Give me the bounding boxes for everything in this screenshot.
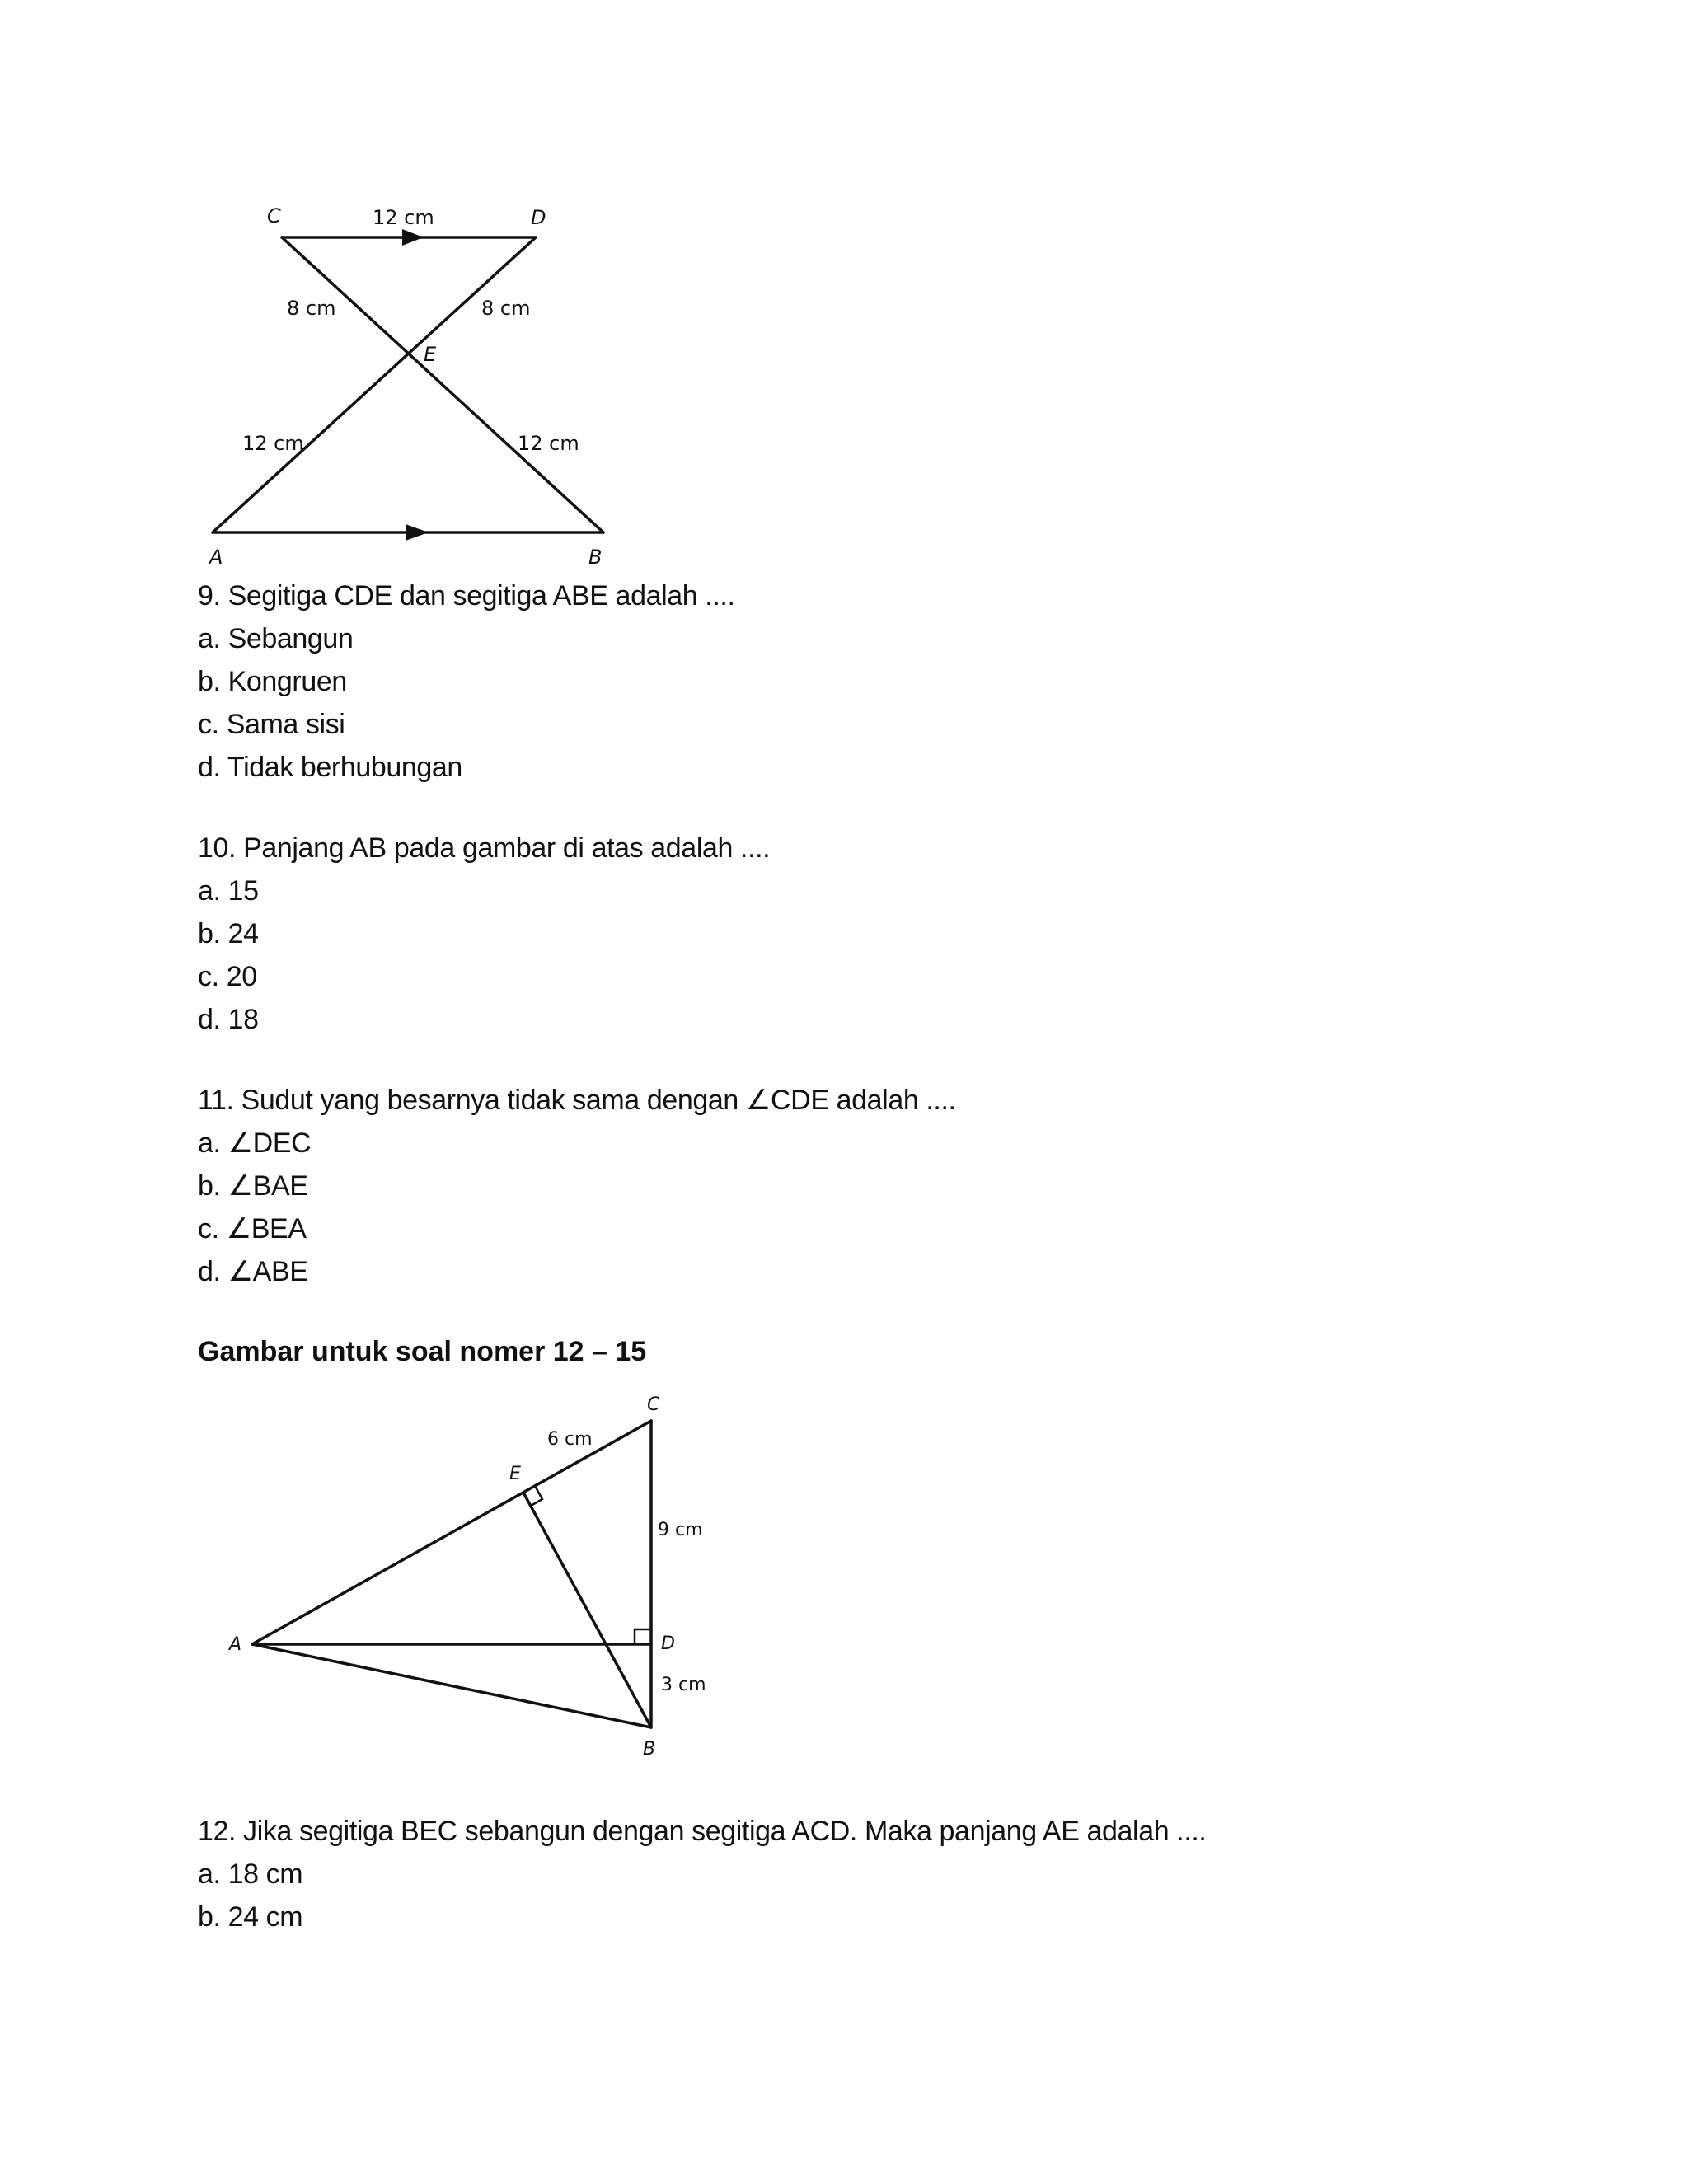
- question-12-option-a: a. 18 cm: [198, 1858, 303, 1890]
- question-10: [198, 827, 770, 1041]
- question-9-option-c: c. Sama sisi: [198, 709, 345, 740]
- section-heading: Gambar untuk soal nomer 12 – 15: [198, 1336, 647, 1367]
- question-10-option-d: d. 18: [198, 1004, 259, 1035]
- figure-crossed-triangles: [190, 190, 618, 569]
- question-11-option-b: b. ∠BAE: [198, 1170, 308, 1202]
- question-12-text: 12. Jika segitiga BEC sebangun dengan segitiga ACD. Maka panjang AE adalah ....: [198, 1816, 1207, 1847]
- question-9: [198, 574, 735, 789]
- label-ce-length: 8 cm: [287, 297, 336, 320]
- label-db-length: 3 cm: [661, 1675, 706, 1695]
- question-9-option-d: d. Tidak berhubungan: [198, 752, 462, 783]
- vertex-e-label: E: [424, 343, 437, 366]
- vertex-c-label: C: [267, 204, 281, 227]
- figure-triangle-altitudes-svg: [223, 1389, 717, 1768]
- label-de-length: 8 cm: [481, 297, 531, 320]
- vertex-a-label: A: [209, 546, 223, 569]
- segment-da: [213, 237, 536, 532]
- question-11-option-d: d. ∠ABE: [198, 1256, 308, 1287]
- question-11-option-a: a. ∠DEC: [198, 1127, 312, 1159]
- label-cd-length: 9 cm: [658, 1520, 703, 1540]
- question-9-text: 9. Segitiga CDE dan segitiga ABE adalah ....: [198, 580, 735, 612]
- label-ce-length: 6 cm: [547, 1429, 593, 1450]
- figure-crossed-triangles-svg: [190, 190, 618, 569]
- figure-triangle-altitudes: [223, 1389, 717, 1768]
- question-9-option-b: b. Kongruen: [198, 666, 347, 697]
- vertex-e-label: E: [509, 1464, 521, 1484]
- question-11-text: 11. Sudut yang besarnya tidak sama dengan ∠CDE adalah ....: [198, 1085, 956, 1116]
- vertex-b-label: B: [643, 1739, 656, 1760]
- question-12-option-b: b. 24 cm: [198, 1901, 303, 1933]
- vertex-d-label: D: [661, 1633, 675, 1654]
- question-10-text: 10. Panjang AB pada gambar di atas adalah ....: [198, 832, 771, 864]
- segment-cb: [282, 237, 603, 532]
- vertex-d-label: D: [531, 206, 546, 229]
- question-10-option-b: b. 24: [198, 918, 259, 949]
- arrow-cd-icon: [402, 229, 424, 246]
- right-angle-d-icon: [635, 1629, 651, 1644]
- arrow-ab-icon: [406, 524, 429, 541]
- question-9-option-a: a. Sebangun: [198, 623, 354, 654]
- vertex-b-label: B: [588, 546, 603, 569]
- question-10-option-c: c. 20: [198, 961, 257, 992]
- segment-eb: [523, 1493, 651, 1727]
- label-cd-length: 12 cm: [373, 206, 434, 229]
- right-angle-e-icon: [531, 1486, 542, 1506]
- segment-ac: [252, 1421, 651, 1644]
- label-be-length: 12 cm: [518, 432, 579, 455]
- label-ae-length: 12 cm: [242, 432, 304, 455]
- question-11-option-c: c. ∠BEA: [198, 1213, 307, 1244]
- vertex-c-label: C: [647, 1394, 660, 1415]
- question-12: [198, 1810, 1206, 1938]
- question-10-option-a: a. 15: [198, 875, 259, 907]
- question-11: [198, 1079, 956, 1293]
- vertex-a-label: A: [229, 1634, 242, 1655]
- segment-ab: [252, 1644, 651, 1727]
